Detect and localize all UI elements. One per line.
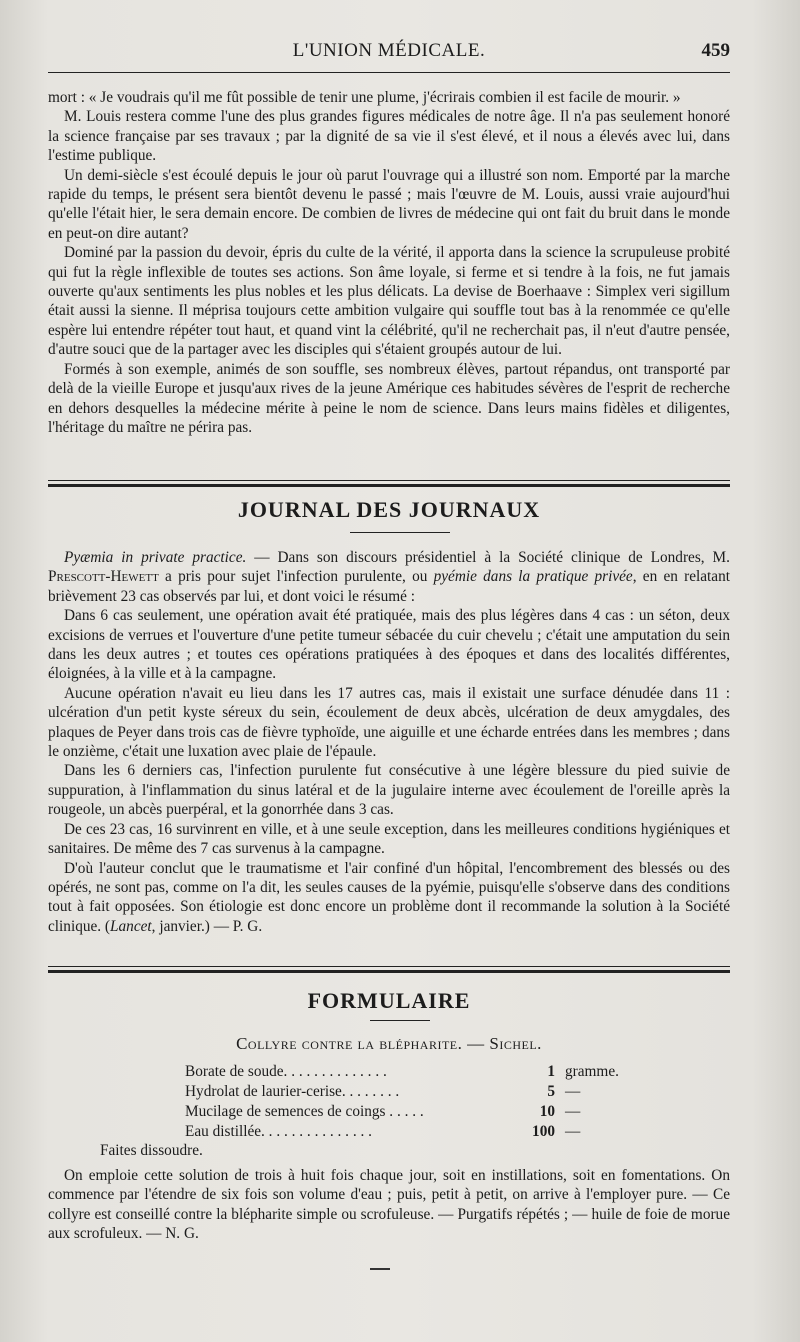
page-number: 459: [701, 40, 730, 61]
paragraph: M. Louis restera comme l'une des plus grandes figures médicales de notre âge. Il n'a pas seulement honoré la science française par ses travaux ; par la dignité de sa vie il s'est élevé, et il nous a élevés avec lui, dans l'estime publique.: [48, 108, 730, 165]
ingredient-list: [185, 1062, 645, 1142]
title-underline: [370, 1020, 430, 1021]
paragraph: Dominé par la passion du devoir, épris du culte de la vérité, il apporta dans la science la scrupuleuse probité qui fut la règle inflexible de toutes ses actions. Son âme loyale, si ferme et si tendre à la fois, ne fut jamais ouverte qu'aux sentiments les plus nobles et les plus délicats. La devise de Boerhaave : Simplex veri sigillum était aussi la sienne. Il méprisa toujours cette ambition vulgaire qui souffle tout bas à la renommée ce qu'elle espère lui entendre répéter tout haut, et quand vint la célébrité, qu'il ne recherchait pas, il n'eut d'autre pensée, d'autre souci que de la partager avec les disciples qui s'étaient groupés autour de lui.: [48, 244, 730, 359]
section-rule-top: [48, 966, 730, 967]
paragraph: Dans 6 cas seulement, une opération avait été pratiquée, mais des plus légères dans 4 cas : un séton, deux excisions de verrues et l'ouverture d'une petite tumeur sébacée du cuir chevelu ; c'était une amputation du sein dans les deux autres ; et toutes ces opérations pratiquées à des époques et dans des localités différentes, éloignées, à la ville et à la campagne.: [48, 607, 730, 683]
ingredient-row: Borate de soude. . . . . . . . . . . . . . 1 gramme.: [185, 1063, 619, 1080]
paragraph: Dans les 6 derniers cas, l'infection purulente fut consécutive à une légère blessure du pied suivie de suppuration, à l'inflammation du sinus latéral et de la jugulaire interne avec écoulement de l'oreille après la rougeole, un abcès puerpéral, et la gonorrhée dans 3 cas.: [48, 762, 730, 819]
paragraph: De ces 23 cas, 16 survinrent en ville, et à une seule exception, dans les meilleures conditions hygiéniques et sanitaires. De même des 7 cas survenus à la campagne.: [48, 820, 730, 858]
section-rule-top: [48, 480, 730, 481]
ingredient-row: Mucilage de semences de coings . . . . . 10 —: [185, 1103, 581, 1120]
journal-text: [48, 548, 730, 936]
section-title-journal: JOURNAL DES JOURNAUX: [237, 497, 541, 522]
recipe-instruction: Faites dissoudre.: [100, 1142, 203, 1159]
paragraph: Aucune opération n'avait eu lieu dans les 17 autres cas, mais il existait une surface dénudée dans 11 : ulcération d'un petit kyste séreux du sein, écoulement de deux abcès, ulcération de deux amygdales, des plaques de Peyer dans trois cas de fièvre typhoïde, une aiguille et une écharde entrées dans les membres ; dans le onzième, c'était une luxation avec plaie de l'épaule.: [48, 684, 730, 761]
article-title: Pyæmia in private practice.: [64, 549, 247, 566]
obituary-text: [48, 88, 730, 437]
header-rule: [48, 72, 730, 73]
recipe-title: Collyre contre la blépharite. — Sichel.: [236, 1034, 542, 1053]
running-title: L'UNION MÉDICALE.: [292, 40, 486, 61]
section-title-formulaire: FORMULAIRE: [307, 988, 471, 1013]
section-rule-bottom: [48, 970, 730, 973]
ingredient-row: Hydrolat de laurier-cerise. . . . . . . . 5 —: [185, 1083, 581, 1100]
ingredient-row: Eau distillée. . . . . . . . . . . . . . . 100 —: [185, 1123, 581, 1140]
end-ornament: [370, 1268, 390, 1270]
lead-paragraph: Pyæmia in private practice. — Dans son discours présidentiel à la Société clinique de Londres, M. Prescott-Hewett a pris pour sujet l'infection purulente, ou pyémie dans la pratique privée, en en relatant brièvement 23 cas observés par lui, et dont voici le résumé :: [48, 549, 730, 605]
paragraph: On emploie cette solution de trois à huit fois chaque jour, soit en instillations, soit en fomentations. On commence par l'étendre de six fois son volume d'eau ; puis, petit à petit, on arrive à l'employer pure. — Ce collyre est conseillé contre la blépharite simple ou scrofuleuse. — Purgatifs répétés ; — huile de foie de morue aux scrofuleux. — N. G.: [48, 1167, 730, 1243]
author-name: Prescott-Hewett: [48, 568, 159, 586]
paragraph: Formés à son exemple, animés de son souffle, ses nombreux élèves, partout répandus, ont transporté par delà de la vieille Europe et jusqu'aux rives de la jeune Amérique ces habitudes sévères de l'esprit de recherche en dehors desquelles la médecine mérite à peine le nom de science. Dans leurs mains fidèles et diligentes, l'héritage du maître ne périra pas.: [48, 360, 730, 436]
paragraph: mort : « Je voudrais qu'il me fût possible de tenir une plume, j'écrirais combien il est facile de mourir. »: [48, 89, 681, 106]
page-header: [48, 38, 730, 68]
formulaire-text: [48, 1166, 730, 1244]
source-name: Lancet: [110, 917, 152, 935]
paragraph: Un demi-siècle s'est écoulé depuis le jour où parut l'ouvrage qui a illustré son nom. Emporté par la marche rapide du temps, le présent sera bientôt devenu le passé ; mais l'œuvre de M. Louis, aussi vraie aujourd'hui qu'elle l'était hier, le sera demain encore. De combien de livres de médecine qui ont fait du bruit dans le monde en peut-on dire autant?: [48, 166, 730, 242]
paragraph: D'où l'auteur conclut que le traumatisme et l'air confiné d'un hôpital, l'encombrement des blessés ou des opérés, ne sont pas, comme on l'a dit, les seules causes de la pyémie, puisqu'elle s'observe dans des conditions tout à fait opposées. Son étiologie est donc encore un problème dont il recommande la solution à la Société clinique. (Lancet, janvier.) — P. G.: [48, 859, 730, 935]
title-underline: [350, 532, 450, 533]
section-rule-bottom: [48, 484, 730, 487]
